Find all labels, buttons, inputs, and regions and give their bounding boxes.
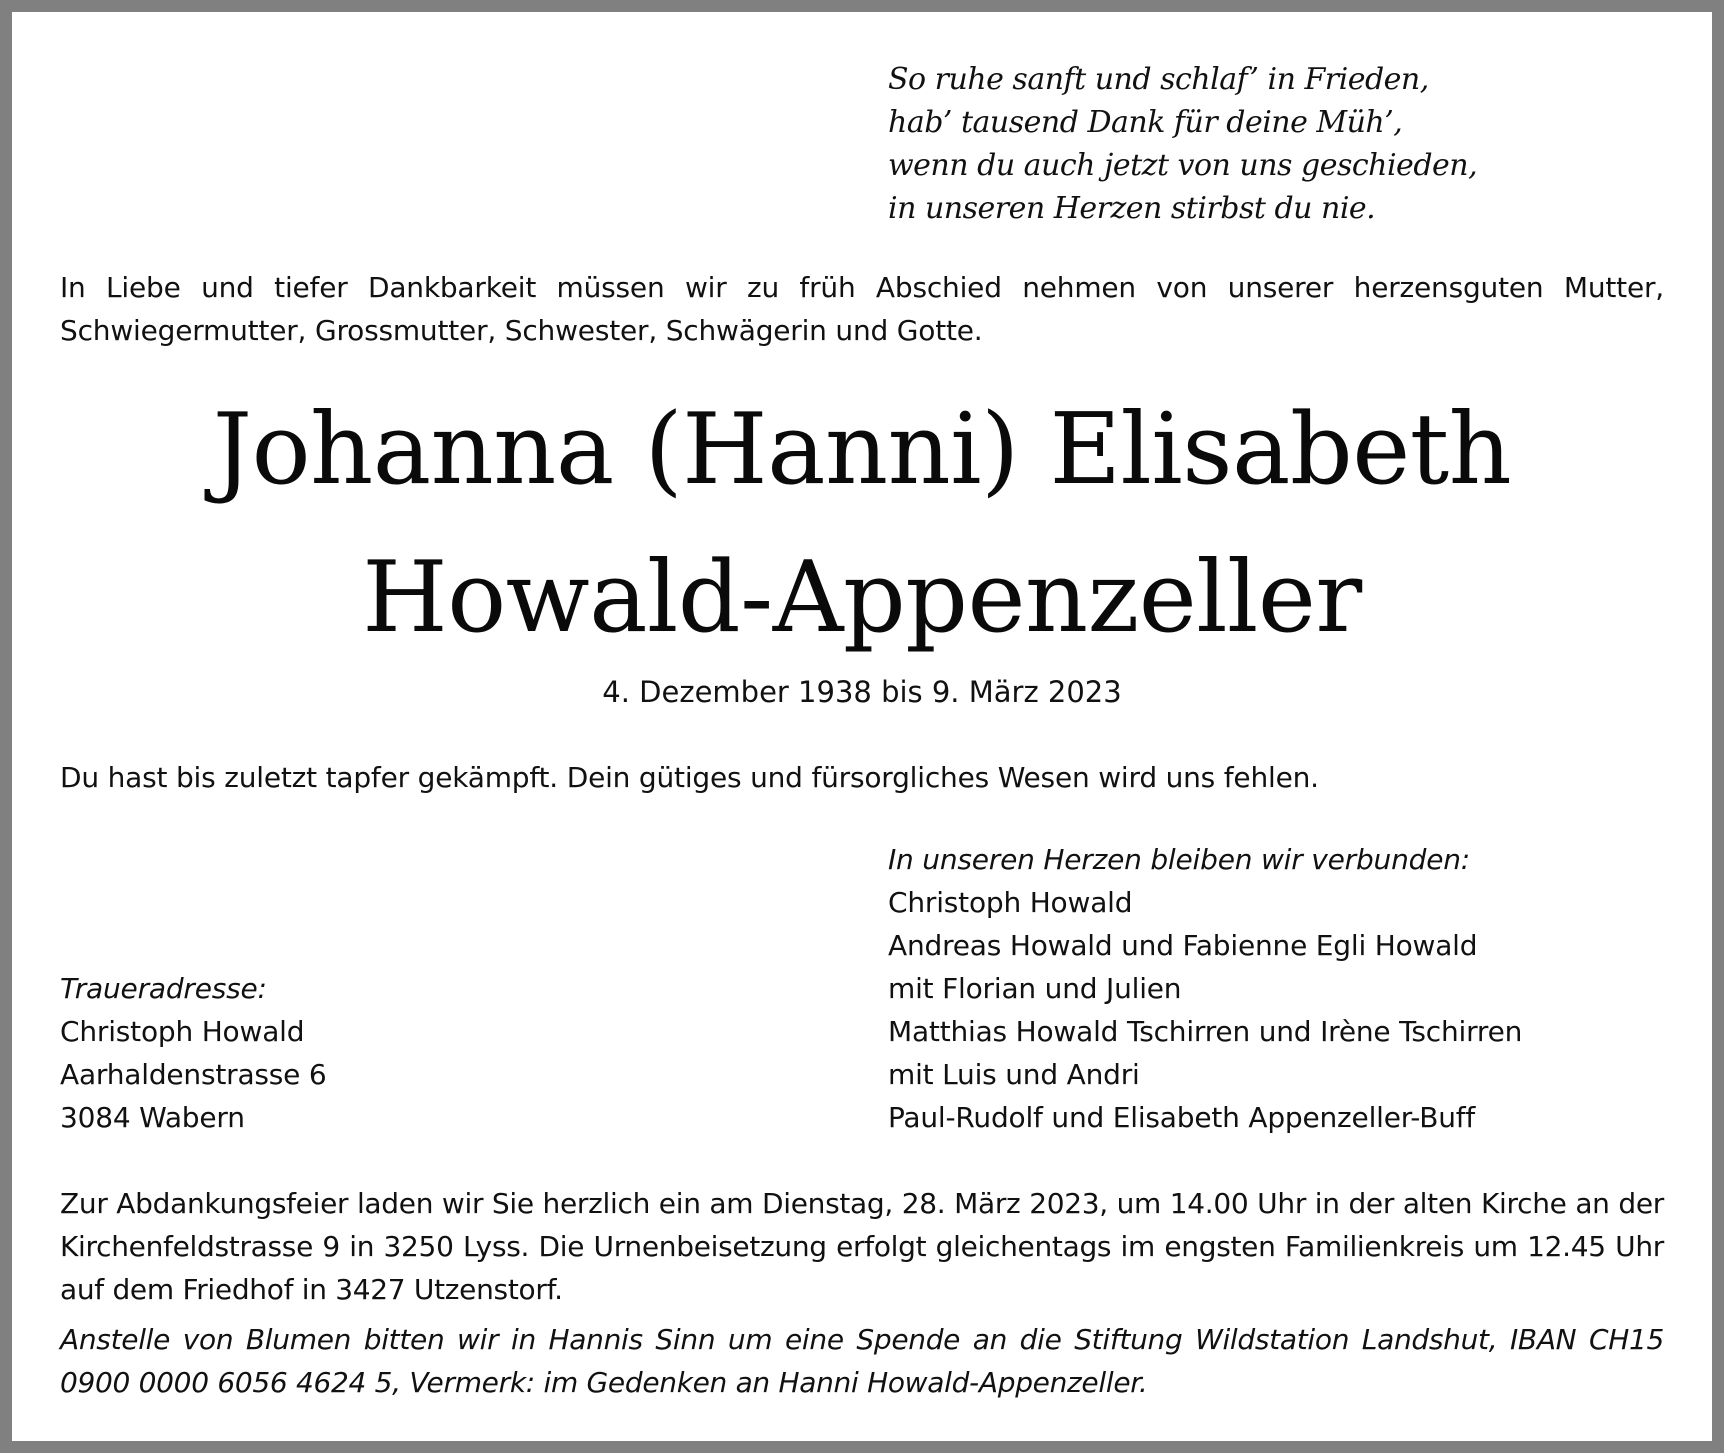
deceased-name-line-1: Johanna (Hanni) Elisabeth	[212, 393, 1512, 507]
donation-paragraph: Anstelle von Blumen bitten wir in Hannis Sinn um eine Spende an die Stiftung Wildstation Landshut, IBAN CH15 0900 0000 6056 4624 5, Vermerk: im Gedenken an Hanni Howald-Appenzeller.	[60, 1323, 1664, 1399]
family-member: mit Florian und Julien	[888, 972, 1182, 1005]
intro-paragraph: In Liebe und tiefer Dankbarkeit müssen wir zu früh Abschied nehmen von unserer herzensguten Mutter, Schwiegermutter, Grossmutter, Schwester, Schwägerin und Gotte.	[60, 271, 1664, 347]
address-line: 3084 Wabern	[60, 1101, 245, 1134]
poem-line: in unseren Herzen stirbst du nie.	[888, 191, 1376, 226]
address-line: Christoph Howald	[60, 1015, 305, 1048]
family-member: Andreas Howald und Fabienne Egli Howald	[888, 929, 1478, 962]
farewell-text: Du hast bis zuletzt tapfer gekämpft. Dein gütiges und fürsorgliches Wesen wird uns fehlen.	[60, 761, 1319, 794]
family-heading: In unseren Herzen bleiben wir verbunden:	[888, 843, 1471, 876]
address-line: Aarhaldenstrasse 6	[60, 1058, 327, 1091]
memorial-poem	[888, 58, 1477, 230]
family-member: Matthias Howald Tschirren und Irène Tschirren	[888, 1015, 1523, 1048]
family-member: Paul-Rudolf und Elisabeth Appenzeller-Buff	[888, 1101, 1476, 1134]
obituary-notice	[12, 12, 1712, 1441]
deceased-name-line-2: Howald-Appenzeller	[362, 541, 1362, 655]
family-list	[888, 838, 1522, 1139]
life-dates: 4. Dezember 1938 bis 9. März 2023	[602, 675, 1122, 709]
poem-line: wenn du auch jetzt von uns geschieden,	[888, 148, 1478, 183]
family-member: mit Luis und Andri	[888, 1058, 1140, 1091]
family-member: Christoph Howald	[888, 886, 1133, 919]
poem-line: hab’ tausend Dank für deine Müh’,	[888, 105, 1403, 140]
funeral-service-paragraph: Zur Abdankungsfeier laden wir Sie herzlich ein am Dienstag, 28. März 2023, um 14.00 Uhr in der alten Kirche an der Kirchenfeldstrasse 9 in 3250 Lyss. Die Urnenbeisetzung erfolgt gleichentags im engsten Familienkreis um 12.45 Uhr auf dem Friedhof in 3427 Utzenstorf.	[60, 1187, 1664, 1306]
mourning-address	[60, 967, 327, 1139]
address-heading: Traueradresse:	[60, 972, 267, 1005]
poem-line: So ruhe sanft und schlaf’ in Frieden,	[888, 62, 1429, 97]
